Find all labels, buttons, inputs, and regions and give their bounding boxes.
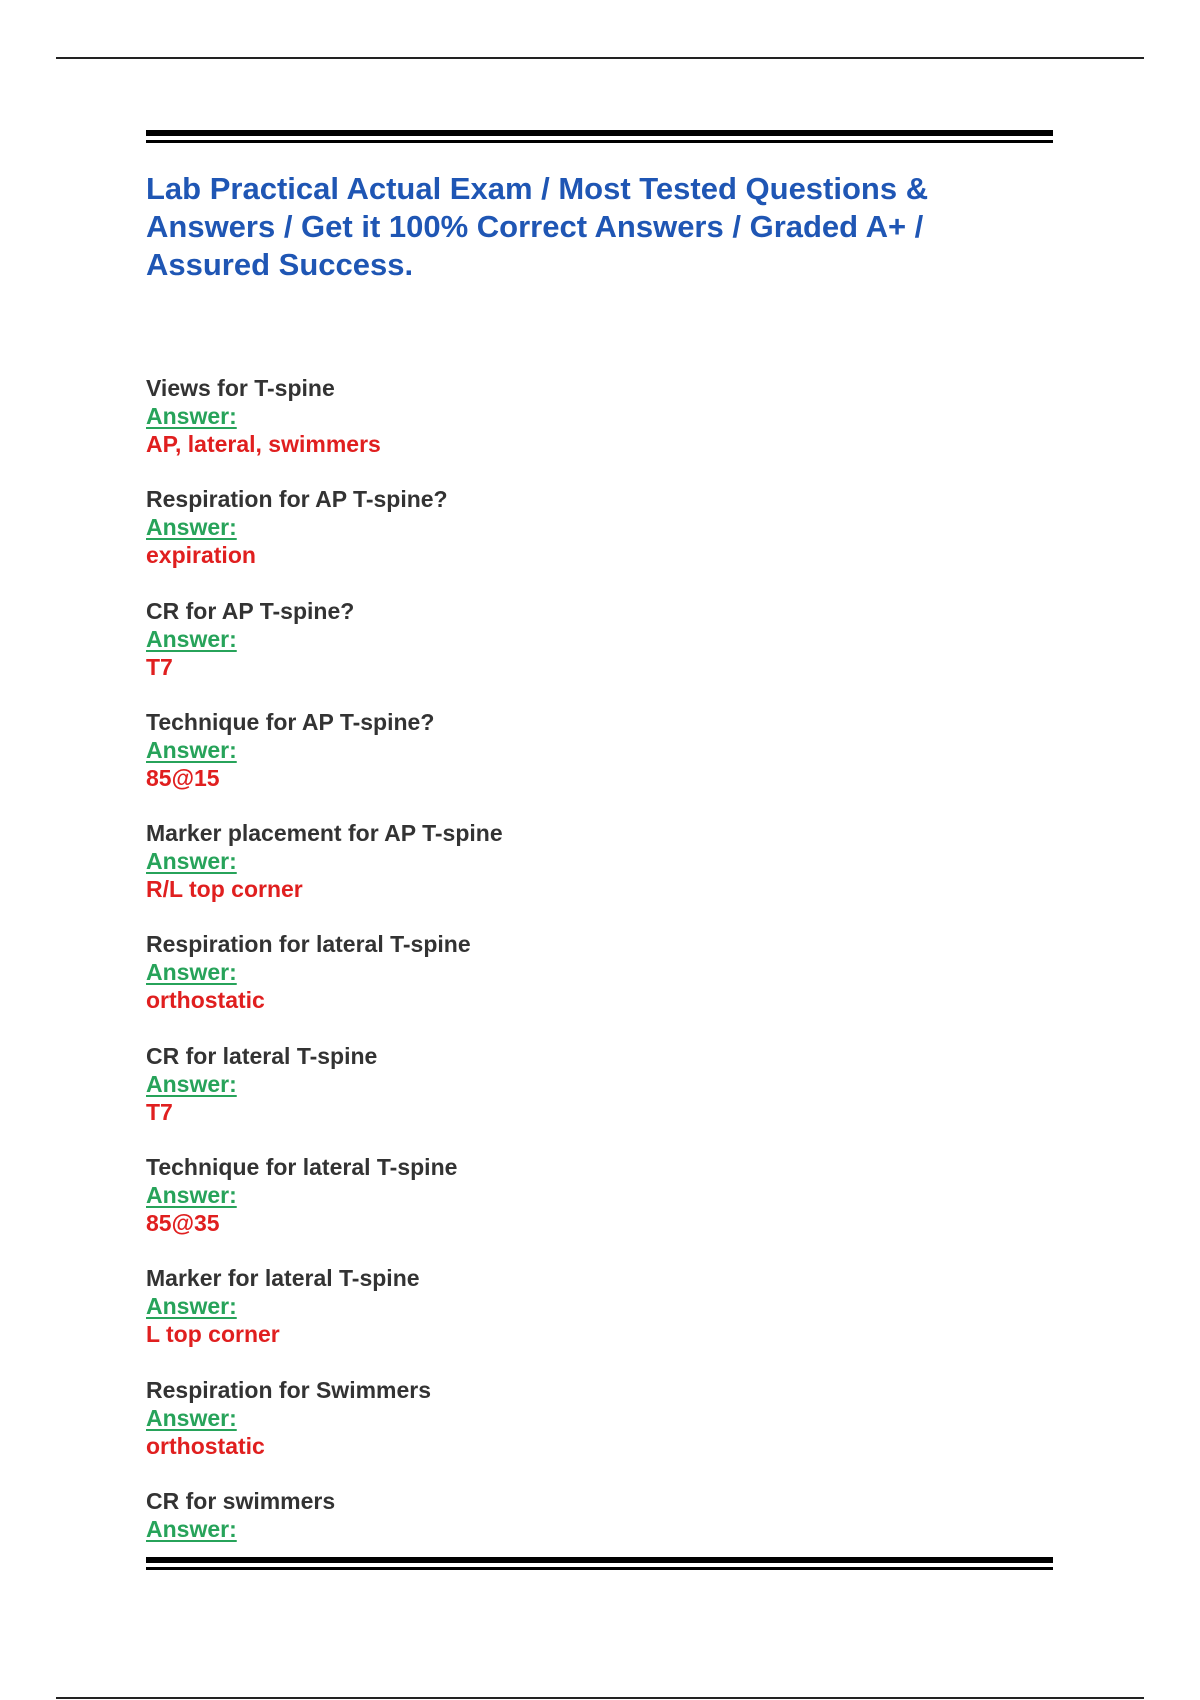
question-text: Technique for AP T-spine?: [146, 708, 435, 735]
qa-item: [146, 1264, 1006, 1375]
qa-item: [146, 1153, 1006, 1264]
answer-label: Answer:: [146, 848, 237, 875]
answer-text: 85@15: [146, 764, 220, 791]
answer-label: Answer:: [146, 514, 237, 541]
question-text: Marker for lateral T-spine: [146, 1265, 420, 1292]
question-text: CR for swimmers: [146, 1487, 336, 1514]
page-bottom-rule: [56, 1697, 1144, 1699]
footer-double-rule: [146, 1557, 1053, 1571]
qa-item: [146, 374, 1006, 485]
answer-label: Answer:: [146, 1515, 237, 1542]
question-text: Respiration for Swimmers: [146, 1376, 432, 1403]
question-text: CR for AP T-spine?: [146, 597, 355, 624]
question-text: Views for T-spine: [146, 375, 335, 401]
answer-label: Answer:: [146, 959, 237, 986]
question-text: Technique for lateral T-spine: [146, 1154, 458, 1181]
qa-item: [146, 930, 1006, 1041]
qa-item: [146, 708, 1006, 819]
answer-label: Answer:: [146, 1404, 237, 1431]
question-text: Respiration for AP T-spine?: [146, 486, 448, 513]
page-top-rule: [56, 57, 1144, 59]
header-rule-thick: [146, 130, 1053, 136]
question-text: CR for lateral T-spine: [146, 1042, 378, 1069]
answer-label: Answer:: [146, 403, 237, 429]
answer-text: expiration: [146, 542, 256, 569]
answer-label: Answer:: [146, 1070, 237, 1097]
answer-text: orthostatic: [146, 1432, 265, 1459]
qa-item: [146, 1042, 1006, 1153]
answer-text: AP, lateral, swimmers: [146, 431, 381, 457]
qa-item: [146, 597, 1006, 708]
qa-list: [146, 374, 1006, 1598]
qa-item: [146, 485, 1006, 596]
answer-text: orthostatic: [146, 987, 265, 1014]
answer-text: L top corner: [146, 1321, 280, 1348]
qa-item: [146, 819, 1006, 930]
answer-label: Answer:: [146, 1293, 237, 1320]
question-text: Respiration for lateral T-spine: [146, 931, 471, 958]
qa-item: [146, 1487, 1006, 1598]
answer-label: Answer:: [146, 1182, 237, 1209]
answer-text: R/L top corner: [146, 876, 303, 903]
answer-text: 85@35: [146, 1210, 220, 1237]
header-rule-thin: [146, 140, 1053, 143]
footer-rule-thick: [146, 1557, 1053, 1563]
qa-item: [146, 1376, 1006, 1487]
answer-label: Answer:: [146, 736, 237, 763]
answer-text: T7: [146, 653, 173, 680]
document-title: Lab Practical Actual Exam / Most Tested Questions & Answers / Get it 100% Correct Answers / Graded A+ / Assured Success.: [146, 171, 929, 282]
footer-rule-thin: [146, 1567, 1053, 1570]
answer-label: Answer:: [146, 625, 237, 652]
header-double-rule: [146, 130, 1053, 144]
answer-text: T7: [146, 1098, 173, 1125]
question-text: Marker placement for AP T-spine: [146, 820, 503, 847]
